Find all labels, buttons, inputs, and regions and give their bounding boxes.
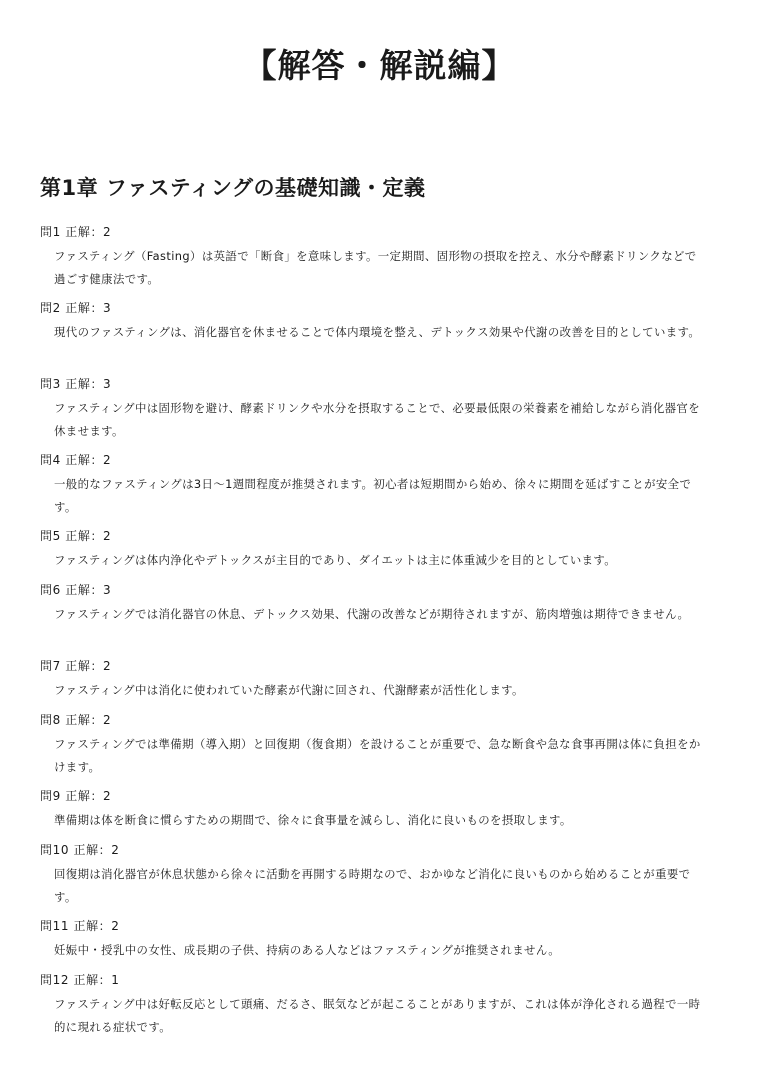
answer-label: 問8 正解：2 — [40, 713, 112, 727]
answer-list — [0, 224, 759, 1048]
answer-explanation: 妊娠中・授乳中の女性、成長期の子供、持病のある人などはファスティングが推奨されません。 — [54, 943, 561, 957]
answer-explanation: ファスティング中は固形物を避け、酵素ドリンクや水分を摂取することで、必要最低限の栄養素を補給しながら消化器官を休ませます。 — [54, 401, 700, 438]
answer-item — [0, 658, 759, 712]
answer-label: 問2 正解：3 — [40, 301, 112, 315]
answer-explanation: ファスティングは体内浄化やデトックスが主目的であり、ダイエットは主に体重減少を目的としています。 — [54, 553, 617, 567]
answer-label: 問5 正解：2 — [40, 529, 112, 543]
answer-explanation: 一般的なファスティングは3日〜1週間程度が推奨されます。初心者は短期間から始め、徐々に期間を延ばすことが安全です。 — [54, 477, 692, 514]
answer-explanation: ファスティング中は消化に使われていた酵素が代謝に回され、代謝酵素が活性化します。 — [54, 683, 524, 697]
answer-label: 問11 正解：2 — [40, 919, 120, 933]
answer-item — [0, 376, 759, 452]
answer-item — [0, 452, 759, 528]
chapter-title: 第1章 ファスティングの基礎知識・定義 — [40, 176, 426, 200]
answer-label: 問9 正解：2 — [40, 789, 112, 803]
answer-label: 問10 正解：2 — [40, 843, 120, 857]
answer-item — [0, 300, 759, 376]
answer-explanation: ファスティングでは消化器官の休息、デトックス効果、代謝の改善などが期待されますが、筋肉増強は期待できません。 — [54, 607, 690, 621]
answer-label: 問1 正解：2 — [40, 225, 112, 239]
answer-item — [0, 972, 759, 1048]
answer-item — [0, 712, 759, 788]
answer-label: 問6 正解：3 — [40, 583, 112, 597]
answer-explanation: ファスティング（Fasting）は英語で「断食」を意味します。一定期間、固形物の摂取を控え、水分や酵素ドリンクなどで過ごす健康法です。 — [54, 249, 697, 286]
answer-label: 問7 正解：2 — [40, 659, 112, 673]
document-title: 【解答・解説編】 — [243, 46, 516, 85]
answer-explanation: ファスティングでは準備期（導入期）と回復期（復食期）を設けることが重要で、急な断食や急な食事再開は体に負担をかけます。 — [54, 737, 701, 774]
answer-explanation: 現代のファスティングは、消化器官を休ませることで体内環境を整え、デトックス効果や代謝の改善を目的としています。 — [54, 325, 701, 339]
answer-item — [0, 788, 759, 842]
answer-label: 問3 正解：3 — [40, 377, 112, 391]
answer-item — [0, 224, 759, 300]
answer-label: 問12 正解：1 — [40, 973, 120, 987]
answer-explanation: ファスティング中は好転反応として頭痛、だるさ、眠気などが起こることがありますが、これは体が浄化される過程で一時的に現れる症状です。 — [54, 997, 701, 1034]
answer-label: 問4 正解：2 — [40, 453, 112, 467]
answer-item — [0, 582, 759, 658]
answer-explanation: 準備期は体を断食に慣らすための期間で、徐々に食事量を減らし、消化に良いものを摂取します。 — [54, 813, 572, 827]
answer-item — [0, 528, 759, 582]
answer-item — [0, 842, 759, 918]
answer-item — [0, 918, 759, 972]
answer-explanation: 回復期は消化器官が休息状態から徐々に活動を再開する時期なので、おかゆなど消化に良いものから始めることが重要です。 — [54, 867, 691, 904]
